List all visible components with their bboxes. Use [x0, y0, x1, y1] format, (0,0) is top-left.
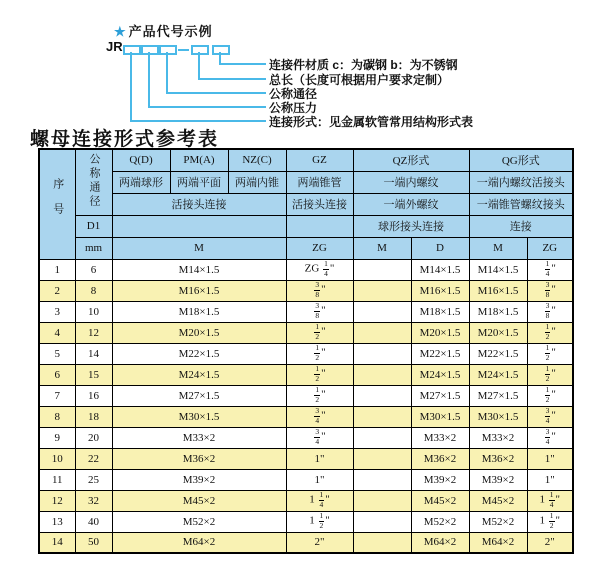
qg-zg-cell: 1" — [527, 469, 573, 490]
callout-length: 总长（长度可根据用户要求定制） — [269, 73, 450, 87]
table-row — [39, 301, 573, 322]
m-thread-cell: M52×2 — [112, 511, 286, 532]
m-column-label: M — [112, 237, 286, 259]
qz-m-cell — [353, 511, 411, 532]
qg-connection-label: 连接 — [469, 215, 573, 237]
diameter-cell: 8 — [75, 280, 112, 301]
qg-zg-column-label: ZG — [527, 237, 573, 259]
m-thread-cell: M45×2 — [112, 490, 286, 511]
serial-cell: 13 — [39, 511, 75, 532]
qz-m-cell — [353, 322, 411, 343]
table-title: 螺母连接形式参考表 — [30, 129, 220, 150]
serial-label: 序号 — [51, 177, 64, 228]
table-row — [39, 280, 573, 301]
serial-cell: 12 — [39, 490, 75, 511]
m-thread-cell: M24×1.5 — [112, 364, 286, 385]
table-row — [39, 511, 573, 532]
table-row — [39, 406, 573, 427]
serial-cell: 9 — [39, 427, 75, 448]
qz-d-cell: M20×1.5 — [411, 322, 469, 343]
qg-m-cell: M24×1.5 — [469, 364, 527, 385]
qz-m-column-label: M — [353, 237, 411, 259]
qg-description-top: 一端内螺纹活接头 — [469, 171, 573, 193]
serial-cell: 6 — [39, 364, 75, 385]
table-row — [39, 448, 573, 469]
diameter-cell: 32 — [75, 490, 112, 511]
zg-thread-cell: $\frac{1}{2}$ " — [286, 385, 353, 406]
qz-m-cell — [353, 343, 411, 364]
col-header-q: Q(D) — [112, 149, 170, 171]
qg-zg-cell: 2" — [527, 532, 573, 553]
zg-thread-cell: $\frac{3}{4}$ " — [286, 406, 353, 427]
diameter-cell: 15 — [75, 364, 112, 385]
qz-m-cell — [353, 301, 411, 322]
qg-m-column-label: M — [469, 237, 527, 259]
serial-cell: 8 — [39, 406, 75, 427]
qg-m-cell: M30×1.5 — [469, 406, 527, 427]
d1-label: D1 — [75, 215, 112, 237]
table-row — [39, 259, 573, 280]
qg-zg-cell: 1 $\frac{1}{2}$ " — [527, 511, 573, 532]
qz-m-cell — [353, 490, 411, 511]
qg-zg-cell: $\frac{3}{4}$ " — [527, 427, 573, 448]
qg-m-cell: M18×1.5 — [469, 301, 527, 322]
qz-d-cell: M22×1.5 — [411, 343, 469, 364]
qz-d-column-label: D — [411, 237, 469, 259]
code-prefix: JR — [106, 39, 123, 54]
serial-cell: 5 — [39, 343, 75, 364]
col-header-qg: QG形式 — [469, 149, 573, 171]
m-thread-cell: M36×2 — [112, 448, 286, 469]
qg-m-cell: M20×1.5 — [469, 322, 527, 343]
qz-description-top: 一端内螺纹 — [353, 171, 469, 193]
serial-cell: 3 — [39, 301, 75, 322]
col-header-nominal-diameter — [75, 149, 112, 215]
star-icon: ★ — [114, 24, 127, 39]
zg-column-label: ZG — [286, 237, 353, 259]
qg-description-bottom: 一端锥管螺纹接头 — [469, 193, 573, 215]
qz-d-cell: M14×1.5 — [411, 259, 469, 280]
serial-cell: 10 — [39, 448, 75, 469]
callout-diameter: 公称通径 — [269, 87, 318, 101]
callout-material: 连接件材质 c：为碳钢 b：为不锈钢 — [269, 58, 458, 72]
gz-connection-label: 活接头连接 — [286, 193, 353, 215]
diameter-cell: 16 — [75, 385, 112, 406]
table-body — [39, 259, 573, 553]
zg-thread-cell: 1 $\frac{1}{2}$ " — [286, 511, 353, 532]
product-code-heading — [114, 21, 213, 40]
serial-cell: 4 — [39, 322, 75, 343]
zg-thread-cell: 1" — [286, 448, 353, 469]
gz-description: 两端锥管 — [286, 171, 353, 193]
union-connection-label: 活接头连接 — [112, 193, 286, 215]
zg-thread-cell: 1" — [286, 469, 353, 490]
nominal-diameter-label: 公称通径 — [88, 152, 100, 209]
qz-d-cell: M30×1.5 — [411, 406, 469, 427]
qz-m-cell — [353, 469, 411, 490]
qz-m-cell — [353, 385, 411, 406]
qg-m-cell: M14×1.5 — [469, 259, 527, 280]
qz-d-cell: M27×1.5 — [411, 385, 469, 406]
qg-m-cell: M22×1.5 — [469, 343, 527, 364]
qz-m-cell — [353, 364, 411, 385]
diameter-cell: 25 — [75, 469, 112, 490]
pm-description: 两端平面 — [170, 171, 228, 193]
zg-thread-cell: 2" — [286, 532, 353, 553]
m-thread-cell: M27×1.5 — [112, 385, 286, 406]
serial-cell: 1 — [39, 259, 75, 280]
qz-d-cell: M33×2 — [411, 427, 469, 448]
diameter-cell: 22 — [75, 448, 112, 469]
m-thread-cell: M64×2 — [112, 532, 286, 553]
qg-zg-cell: $\frac{1}{2}$ " — [527, 322, 573, 343]
nz-description: 两端内锥 — [228, 171, 286, 193]
m-thread-cell: M33×2 — [112, 427, 286, 448]
zg-thread-cell: $\frac{1}{2}$ " — [286, 364, 353, 385]
qg-m-cell: M33×2 — [469, 427, 527, 448]
qz-m-cell — [353, 532, 411, 553]
mm-label: mm — [75, 237, 112, 259]
m-thread-cell: M18×1.5 — [112, 301, 286, 322]
qg-zg-cell: $\frac{3}{8}$ " — [527, 280, 573, 301]
qz-m-cell — [353, 259, 411, 280]
diameter-cell: 6 — [75, 259, 112, 280]
qg-zg-cell: 1" — [527, 448, 573, 469]
m-thread-cell: M16×1.5 — [112, 280, 286, 301]
qz-m-cell — [353, 427, 411, 448]
table-row — [39, 490, 573, 511]
nut-connection-reference-table — [38, 148, 574, 554]
qz-connection-label: 球形接头连接 — [353, 215, 469, 237]
zg-thread-cell: ZG $\frac{1}{4}$ " — [286, 259, 353, 280]
col-header-pm: PM(A) — [170, 149, 228, 171]
zg-thread-cell: $\frac{3}{4}$ " — [286, 427, 353, 448]
product-code-heading-text: 产品代号示例 — [128, 24, 213, 39]
qz-m-cell — [353, 406, 411, 427]
diameter-cell: 20 — [75, 427, 112, 448]
table-row — [39, 427, 573, 448]
qg-zg-cell: $\frac{1}{2}$ " — [527, 343, 573, 364]
m-thread-cell: M20×1.5 — [112, 322, 286, 343]
diameter-cell: 18 — [75, 406, 112, 427]
m-thread-cell: M30×1.5 — [112, 406, 286, 427]
qg-zg-cell: $\frac{3}{4}$ " — [527, 406, 573, 427]
qg-zg-cell: 1 $\frac{1}{4}$ " — [527, 490, 573, 511]
qg-m-cell: M64×2 — [469, 532, 527, 553]
qz-d-cell: M39×2 — [411, 469, 469, 490]
qz-m-cell — [353, 448, 411, 469]
qz-d-cell: M52×2 — [411, 511, 469, 532]
table-row — [39, 469, 573, 490]
zg-thread-cell: 1 $\frac{1}{4}$ " — [286, 490, 353, 511]
qg-m-cell: M36×2 — [469, 448, 527, 469]
qz-d-cell: M16×1.5 — [411, 280, 469, 301]
table-row — [39, 364, 573, 385]
diameter-cell: 14 — [75, 343, 112, 364]
diameter-cell: 40 — [75, 511, 112, 532]
qg-zg-cell: $\frac{1}{4}$ " — [527, 259, 573, 280]
qg-m-cell: M16×1.5 — [469, 280, 527, 301]
table-row — [39, 343, 573, 364]
diameter-cell: 12 — [75, 322, 112, 343]
table-row — [39, 322, 573, 343]
qg-m-cell: M39×2 — [469, 469, 527, 490]
qz-d-cell: M36×2 — [411, 448, 469, 469]
zg-thread-cell: $\frac{3}{8}$ " — [286, 301, 353, 322]
qz-d-cell: M64×2 — [411, 532, 469, 553]
table-row — [39, 532, 573, 553]
qg-m-cell: M27×1.5 — [469, 385, 527, 406]
serial-cell: 14 — [39, 532, 75, 553]
qz-d-cell: M45×2 — [411, 490, 469, 511]
qg-m-cell: M52×2 — [469, 511, 527, 532]
diameter-cell: 10 — [75, 301, 112, 322]
serial-cell: 11 — [39, 469, 75, 490]
m-thread-cell: M22×1.5 — [112, 343, 286, 364]
callout-pressure: 公称压力 — [269, 101, 318, 115]
diameter-cell: 50 — [75, 532, 112, 553]
col-header-gz: GZ — [286, 149, 353, 171]
callout-line — [130, 52, 266, 122]
qg-zg-cell: $\frac{3}{8}$ " — [527, 301, 573, 322]
m-thread-cell: M14×1.5 — [112, 259, 286, 280]
callout-connection-type: 连接形式：见金属软管常用结构形式表 — [269, 115, 474, 129]
zg-thread-cell: $\frac{1}{2}$ " — [286, 322, 353, 343]
code-dash — [178, 49, 189, 51]
serial-cell: 2 — [39, 280, 75, 301]
qz-description-bottom: 一端外螺纹 — [353, 193, 469, 215]
col-header-serial — [39, 149, 75, 259]
qz-d-cell: M24×1.5 — [411, 364, 469, 385]
table-row — [39, 385, 573, 406]
serial-cell: 7 — [39, 385, 75, 406]
qg-zg-cell: $\frac{1}{2}$ " — [527, 364, 573, 385]
zg-thread-cell: $\frac{3}{8}$ " — [286, 280, 353, 301]
zg-thread-cell: $\frac{1}{2}$ " — [286, 343, 353, 364]
m-thread-cell: M39×2 — [112, 469, 286, 490]
col-header-qz: QZ形式 — [353, 149, 469, 171]
empty-header-cell — [112, 215, 286, 237]
col-header-nz: NZ(C) — [228, 149, 286, 171]
qz-m-cell — [353, 280, 411, 301]
qz-d-cell: M18×1.5 — [411, 301, 469, 322]
q-description: 两端球形 — [112, 171, 170, 193]
empty-header-cell — [286, 215, 353, 237]
qg-m-cell: M45×2 — [469, 490, 527, 511]
qg-zg-cell: $\frac{1}{2}$ " — [527, 385, 573, 406]
